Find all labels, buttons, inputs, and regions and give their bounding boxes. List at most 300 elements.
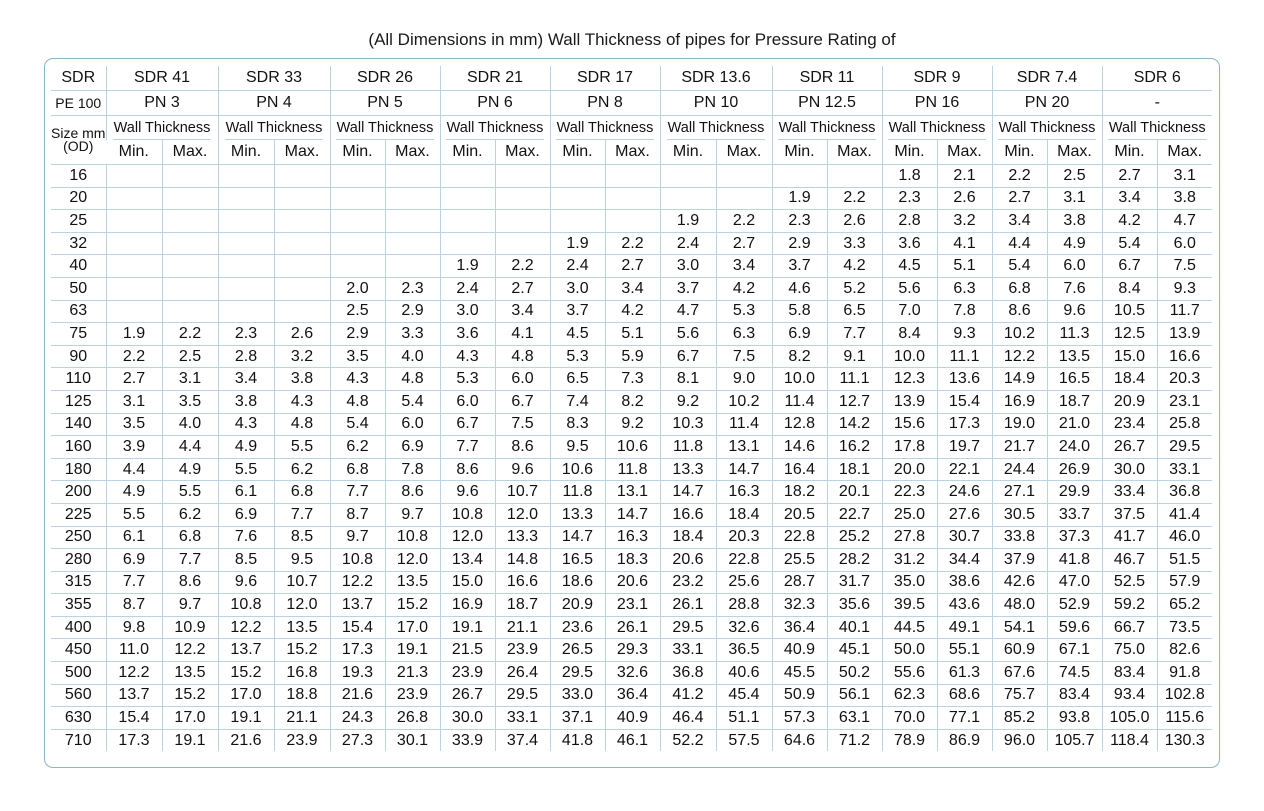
max-value-cell: 18.7 bbox=[495, 594, 550, 617]
min-value-cell: 62.3 bbox=[882, 684, 937, 707]
min-value-cell: 41.2 bbox=[660, 684, 716, 707]
min-value-cell: 6.9 bbox=[218, 503, 274, 526]
size-cell: 630 bbox=[51, 707, 106, 730]
size-cell: 180 bbox=[51, 458, 106, 481]
sdr-label: SDR bbox=[51, 66, 106, 91]
min-value-cell: 13.3 bbox=[660, 458, 716, 481]
min-value-cell: 4.3 bbox=[330, 368, 385, 391]
max-value-cell: 7.5 bbox=[1157, 255, 1212, 278]
min-header: Min. bbox=[660, 140, 716, 165]
min-value-cell: 11.8 bbox=[660, 436, 716, 459]
max-value-cell: 52.9 bbox=[1047, 594, 1102, 617]
min-value-cell: 96.0 bbox=[992, 729, 1047, 751]
wall-thickness-label: Wall Thickness bbox=[998, 117, 1097, 140]
min-value-cell: 6.1 bbox=[106, 526, 162, 549]
min-value-cell: 4.2 bbox=[1102, 210, 1157, 233]
max-value-cell: 86.9 bbox=[937, 729, 992, 751]
table-row bbox=[51, 503, 1212, 526]
min-value-cell: 60.9 bbox=[992, 639, 1047, 662]
max-value-cell: 18.8 bbox=[274, 684, 330, 707]
min-value-cell bbox=[330, 210, 385, 233]
min-value-cell: 3.7 bbox=[550, 300, 605, 323]
max-value-cell: 21.3 bbox=[385, 662, 440, 685]
max-value-cell: 2.5 bbox=[162, 345, 218, 368]
max-value-cell: 8.6 bbox=[385, 481, 440, 504]
min-value-cell: 6.0 bbox=[440, 390, 495, 413]
max-value-cell: 46.0 bbox=[1157, 526, 1212, 549]
size-cell: 20 bbox=[51, 187, 106, 210]
max-value-cell: 51.5 bbox=[1157, 549, 1212, 572]
max-value-cell: 3.1 bbox=[1047, 187, 1102, 210]
max-value-cell: 30.1 bbox=[385, 729, 440, 751]
max-value-cell: 28.8 bbox=[716, 594, 772, 617]
max-value-cell: 21.0 bbox=[1047, 413, 1102, 436]
max-value-cell: 68.6 bbox=[937, 684, 992, 707]
max-value-cell: 57.9 bbox=[1157, 571, 1212, 594]
table-row bbox=[51, 707, 1212, 730]
min-value-cell: 4.4 bbox=[106, 458, 162, 481]
max-value-cell: 21.1 bbox=[274, 707, 330, 730]
min-value-cell: 24.3 bbox=[330, 707, 385, 730]
table-row bbox=[51, 729, 1212, 751]
min-value-cell: 16.9 bbox=[440, 594, 495, 617]
max-value-cell bbox=[385, 232, 440, 255]
max-value-cell: 61.3 bbox=[937, 662, 992, 685]
max-value-cell: 9.7 bbox=[385, 503, 440, 526]
min-value-cell: 12.2 bbox=[106, 662, 162, 685]
min-value-cell: 15.0 bbox=[1102, 345, 1157, 368]
min-value-cell: 20.9 bbox=[550, 594, 605, 617]
min-value-cell: 4.3 bbox=[440, 345, 495, 368]
max-value-cell: 43.6 bbox=[937, 594, 992, 617]
table-row bbox=[51, 323, 1212, 346]
max-value-cell: 33.1 bbox=[1157, 458, 1212, 481]
size-cell: 63 bbox=[51, 300, 106, 323]
min-value-cell: 5.5 bbox=[218, 458, 274, 481]
pn-header: PN 10 bbox=[660, 91, 772, 116]
min-value-cell: 16.5 bbox=[550, 549, 605, 572]
max-value-cell: 14.7 bbox=[605, 503, 660, 526]
table-row bbox=[51, 639, 1212, 662]
min-value-cell bbox=[550, 187, 605, 210]
min-value-cell: 5.6 bbox=[660, 323, 716, 346]
size-cell: 400 bbox=[51, 616, 106, 639]
wall-thickness-label: Wall Thickness bbox=[113, 117, 212, 140]
min-value-cell: 29.5 bbox=[550, 662, 605, 685]
max-value-cell: 16.2 bbox=[827, 436, 882, 459]
max-value-cell: 6.8 bbox=[162, 526, 218, 549]
max-value-cell: 3.1 bbox=[162, 368, 218, 391]
min-value-cell: 3.6 bbox=[440, 323, 495, 346]
max-value-cell: 105.7 bbox=[1047, 729, 1102, 751]
min-value-cell: 27.1 bbox=[992, 481, 1047, 504]
min-value-cell: 33.4 bbox=[1102, 481, 1157, 504]
max-value-cell: 9.5 bbox=[274, 549, 330, 572]
min-value-cell: 54.1 bbox=[992, 616, 1047, 639]
min-value-cell: 30.5 bbox=[992, 503, 1047, 526]
max-value-cell bbox=[495, 165, 550, 188]
max-value-cell: 17.0 bbox=[385, 616, 440, 639]
pn-header: PN 4 bbox=[218, 91, 330, 116]
min-value-cell: 8.7 bbox=[106, 594, 162, 617]
max-value-cell: 83.4 bbox=[1047, 684, 1102, 707]
min-value-cell: 4.6 bbox=[772, 277, 827, 300]
max-value-cell: 3.3 bbox=[385, 323, 440, 346]
max-value-cell: 37.4 bbox=[495, 729, 550, 751]
max-value-cell: 5.5 bbox=[274, 436, 330, 459]
max-value-cell bbox=[162, 187, 218, 210]
max-value-cell: 6.3 bbox=[937, 277, 992, 300]
min-header: Min. bbox=[1102, 140, 1157, 165]
max-value-cell: 18.1 bbox=[827, 458, 882, 481]
min-value-cell: 8.6 bbox=[440, 458, 495, 481]
max-header: Max. bbox=[274, 140, 330, 165]
min-value-cell: 48.0 bbox=[992, 594, 1047, 617]
size-cell: 16 bbox=[51, 165, 106, 188]
min-value-cell: 13.7 bbox=[106, 684, 162, 707]
min-value-cell: 52.5 bbox=[1102, 571, 1157, 594]
min-value-cell bbox=[660, 187, 716, 210]
max-value-cell: 5.2 bbox=[827, 277, 882, 300]
max-value-cell: 29.3 bbox=[605, 639, 660, 662]
max-value-cell bbox=[162, 300, 218, 323]
max-value-cell: 25.8 bbox=[1157, 413, 1212, 436]
max-value-cell bbox=[385, 187, 440, 210]
min-header: Min. bbox=[772, 140, 827, 165]
min-value-cell: 8.3 bbox=[550, 413, 605, 436]
wall-thickness-label: Wall Thickness bbox=[1108, 117, 1207, 140]
min-value-cell: 19.0 bbox=[992, 413, 1047, 436]
max-value-cell: 26.4 bbox=[495, 662, 550, 685]
min-value-cell: 22.3 bbox=[882, 481, 937, 504]
min-value-cell: 64.6 bbox=[772, 729, 827, 751]
min-value-cell: 3.0 bbox=[440, 300, 495, 323]
max-value-cell: 23.9 bbox=[274, 729, 330, 751]
max-value-cell: 74.5 bbox=[1047, 662, 1102, 685]
max-value-cell: 12.0 bbox=[385, 549, 440, 572]
min-value-cell: 9.7 bbox=[330, 526, 385, 549]
max-value-cell bbox=[274, 255, 330, 278]
min-value-cell bbox=[218, 165, 274, 188]
max-value-cell: 27.6 bbox=[937, 503, 992, 526]
table-row bbox=[51, 436, 1212, 459]
min-value-cell bbox=[218, 300, 274, 323]
min-value-cell: 4.4 bbox=[992, 232, 1047, 255]
max-value-cell: 3.4 bbox=[605, 277, 660, 300]
sdr-header: SDR 41 bbox=[106, 66, 218, 91]
max-value-cell: 10.9 bbox=[162, 616, 218, 639]
max-value-cell: 22.1 bbox=[937, 458, 992, 481]
min-value-cell: 26.7 bbox=[440, 684, 495, 707]
min-value-cell: 83.4 bbox=[1102, 662, 1157, 685]
size-cell: 450 bbox=[51, 639, 106, 662]
max-value-cell: 13.1 bbox=[716, 436, 772, 459]
max-value-cell: 23.9 bbox=[385, 684, 440, 707]
min-value-cell: 7.0 bbox=[882, 300, 937, 323]
min-value-cell: 2.4 bbox=[660, 232, 716, 255]
min-value-cell bbox=[218, 232, 274, 255]
min-value-cell: 66.7 bbox=[1102, 616, 1157, 639]
min-value-cell: 12.3 bbox=[882, 368, 937, 391]
min-value-cell: 32.3 bbox=[772, 594, 827, 617]
max-value-cell: 4.0 bbox=[162, 413, 218, 436]
max-value-cell: 4.3 bbox=[274, 390, 330, 413]
min-value-cell: 16.4 bbox=[772, 458, 827, 481]
size-cell: 40 bbox=[51, 255, 106, 278]
min-value-cell bbox=[106, 165, 162, 188]
table-row bbox=[51, 210, 1212, 233]
min-value-cell bbox=[330, 165, 385, 188]
wall-thickness-header bbox=[660, 116, 772, 141]
max-value-cell: 13.5 bbox=[385, 571, 440, 594]
min-value-cell: 28.7 bbox=[772, 571, 827, 594]
table-row bbox=[51, 413, 1212, 436]
max-value-cell: 45.1 bbox=[827, 639, 882, 662]
max-value-cell: 8.6 bbox=[495, 436, 550, 459]
table-row bbox=[51, 481, 1212, 504]
max-value-cell bbox=[274, 277, 330, 300]
size-cell: 500 bbox=[51, 662, 106, 685]
min-value-cell: 3.9 bbox=[106, 436, 162, 459]
min-value-cell: 41.7 bbox=[1102, 526, 1157, 549]
min-value-cell bbox=[330, 255, 385, 278]
min-value-cell: 2.4 bbox=[440, 277, 495, 300]
min-value-cell: 12.2 bbox=[330, 571, 385, 594]
min-value-cell: 20.5 bbox=[772, 503, 827, 526]
min-value-cell: 50.9 bbox=[772, 684, 827, 707]
wall-thickness-table bbox=[51, 66, 1212, 751]
max-value-cell: 50.2 bbox=[827, 662, 882, 685]
min-value-cell: 52.2 bbox=[660, 729, 716, 751]
max-value-cell: 3.2 bbox=[274, 345, 330, 368]
max-value-cell: 5.4 bbox=[385, 390, 440, 413]
max-value-cell: 7.7 bbox=[162, 549, 218, 572]
max-value-cell: 4.4 bbox=[162, 436, 218, 459]
max-value-cell: 35.6 bbox=[827, 594, 882, 617]
max-value-cell: 12.0 bbox=[274, 594, 330, 617]
min-value-cell: 4.7 bbox=[660, 300, 716, 323]
min-value-cell: 14.6 bbox=[772, 436, 827, 459]
min-value-cell: 8.4 bbox=[1102, 277, 1157, 300]
max-value-cell: 30.7 bbox=[937, 526, 992, 549]
pe-label: PE 100 bbox=[51, 91, 106, 116]
max-value-cell: 29.9 bbox=[1047, 481, 1102, 504]
min-value-cell: 12.8 bbox=[772, 413, 827, 436]
max-value-cell: 115.6 bbox=[1157, 707, 1212, 730]
table-row bbox=[51, 571, 1212, 594]
table-row bbox=[51, 165, 1212, 188]
size-cell: 355 bbox=[51, 594, 106, 617]
min-value-cell: 2.4 bbox=[550, 255, 605, 278]
min-value-cell: 8.5 bbox=[218, 549, 274, 572]
max-value-cell: 9.7 bbox=[162, 594, 218, 617]
max-value-cell: 47.0 bbox=[1047, 571, 1102, 594]
min-value-cell: 23.4 bbox=[1102, 413, 1157, 436]
table-row bbox=[51, 549, 1212, 572]
min-value-cell: 6.7 bbox=[1102, 255, 1157, 278]
max-header: Max. bbox=[937, 140, 992, 165]
min-value-cell: 40.9 bbox=[772, 639, 827, 662]
pn-header-row bbox=[51, 91, 1212, 116]
min-value-cell: 9.5 bbox=[550, 436, 605, 459]
min-value-cell: 3.5 bbox=[106, 413, 162, 436]
size-cell: 225 bbox=[51, 503, 106, 526]
min-value-cell: 8.6 bbox=[992, 300, 1047, 323]
min-value-cell: 36.8 bbox=[660, 662, 716, 685]
max-value-cell: 5.5 bbox=[162, 481, 218, 504]
max-value-cell: 2.2 bbox=[716, 210, 772, 233]
max-value-cell: 15.2 bbox=[385, 594, 440, 617]
min-value-cell: 21.5 bbox=[440, 639, 495, 662]
max-value-cell bbox=[274, 300, 330, 323]
min-value-cell: 57.3 bbox=[772, 707, 827, 730]
max-value-cell: 65.2 bbox=[1157, 594, 1212, 617]
wall-thickness-header-row bbox=[51, 116, 1212, 141]
pn-header: PN 3 bbox=[106, 91, 218, 116]
min-value-cell: 2.7 bbox=[1102, 165, 1157, 188]
min-value-cell: 18.4 bbox=[660, 526, 716, 549]
max-value-cell: 7.8 bbox=[937, 300, 992, 323]
min-value-cell bbox=[330, 232, 385, 255]
max-header: Max. bbox=[1157, 140, 1212, 165]
max-value-cell: 4.8 bbox=[385, 368, 440, 391]
max-header: Max. bbox=[495, 140, 550, 165]
min-value-cell: 85.2 bbox=[992, 707, 1047, 730]
max-value-cell: 8.2 bbox=[605, 390, 660, 413]
wall-thickness-header bbox=[106, 116, 218, 141]
max-value-cell bbox=[274, 232, 330, 255]
min-value-cell: 4.9 bbox=[218, 436, 274, 459]
max-value-cell: 25.2 bbox=[827, 526, 882, 549]
min-value-cell: 2.7 bbox=[106, 368, 162, 391]
min-value-cell: 3.8 bbox=[218, 390, 274, 413]
max-value-cell: 3.8 bbox=[274, 368, 330, 391]
min-value-cell: 21.6 bbox=[218, 729, 274, 751]
max-value-cell: 23.1 bbox=[605, 594, 660, 617]
min-value-cell: 4.3 bbox=[218, 413, 274, 436]
max-value-cell: 5.1 bbox=[605, 323, 660, 346]
max-value-cell: 7.7 bbox=[827, 323, 882, 346]
min-value-cell: 6.9 bbox=[772, 323, 827, 346]
min-value-cell: 8.2 bbox=[772, 345, 827, 368]
max-value-cell: 22.7 bbox=[827, 503, 882, 526]
min-value-cell: 23.9 bbox=[440, 662, 495, 685]
min-value-cell bbox=[550, 210, 605, 233]
min-value-cell: 7.7 bbox=[440, 436, 495, 459]
max-value-cell: 3.8 bbox=[1157, 187, 1212, 210]
max-value-cell bbox=[162, 277, 218, 300]
min-value-cell: 33.9 bbox=[440, 729, 495, 751]
min-value-cell: 30.0 bbox=[1102, 458, 1157, 481]
sdr-header: SDR 13.6 bbox=[660, 66, 772, 91]
max-value-cell: 14.2 bbox=[827, 413, 882, 436]
min-value-cell: 3.4 bbox=[1102, 187, 1157, 210]
max-value-cell: 15.2 bbox=[162, 684, 218, 707]
size-cell: 125 bbox=[51, 390, 106, 413]
max-value-cell: 6.8 bbox=[274, 481, 330, 504]
sdr-header: SDR 9 bbox=[882, 66, 992, 91]
min-value-cell: 39.5 bbox=[882, 594, 937, 617]
sdr-header: SDR 26 bbox=[330, 66, 440, 91]
max-value-cell: 16.5 bbox=[1047, 368, 1102, 391]
min-value-cell: 8.7 bbox=[330, 503, 385, 526]
max-value-cell: 38.6 bbox=[937, 571, 992, 594]
wall-thickness-label: Wall Thickness bbox=[778, 117, 877, 140]
min-value-cell: 10.8 bbox=[218, 594, 274, 617]
max-value-cell: 6.5 bbox=[827, 300, 882, 323]
max-value-cell: 20.6 bbox=[605, 571, 660, 594]
table-row bbox=[51, 368, 1212, 391]
wall-thickness-label: Wall Thickness bbox=[446, 117, 545, 140]
min-value-cell: 10.8 bbox=[330, 549, 385, 572]
size-cell: 160 bbox=[51, 436, 106, 459]
min-value-cell: 4.9 bbox=[106, 481, 162, 504]
min-value-cell: 1.8 bbox=[882, 165, 937, 188]
max-value-cell: 4.1 bbox=[937, 232, 992, 255]
max-value-cell: 7.7 bbox=[274, 503, 330, 526]
max-value-cell: 19.1 bbox=[385, 639, 440, 662]
min-value-cell: 15.4 bbox=[330, 616, 385, 639]
max-value-cell: 7.8 bbox=[385, 458, 440, 481]
max-value-cell: 91.8 bbox=[1157, 662, 1212, 685]
max-value-cell: 36.4 bbox=[605, 684, 660, 707]
min-value-cell: 12.5 bbox=[1102, 323, 1157, 346]
min-value-cell: 16.6 bbox=[660, 503, 716, 526]
min-value-cell: 2.2 bbox=[106, 345, 162, 368]
max-value-cell: 18.3 bbox=[605, 549, 660, 572]
size-cell: 315 bbox=[51, 571, 106, 594]
max-value-cell: 18.7 bbox=[1047, 390, 1102, 413]
max-value-cell: 45.4 bbox=[716, 684, 772, 707]
min-value-cell: 2.0 bbox=[330, 277, 385, 300]
max-value-cell: 93.8 bbox=[1047, 707, 1102, 730]
min-value-cell: 25.0 bbox=[882, 503, 937, 526]
max-value-cell: 13.5 bbox=[1047, 345, 1102, 368]
max-value-cell: 6.3 bbox=[716, 323, 772, 346]
min-value-cell: 24.4 bbox=[992, 458, 1047, 481]
size-cell: 140 bbox=[51, 413, 106, 436]
max-value-cell: 73.5 bbox=[1157, 616, 1212, 639]
max-value-cell: 11.8 bbox=[605, 458, 660, 481]
min-value-cell bbox=[106, 300, 162, 323]
table-row bbox=[51, 232, 1212, 255]
min-value-cell: 46.4 bbox=[660, 707, 716, 730]
table-title: (All Dimensions in mm) Wall Thickness of pipes for Pressure Rating of bbox=[368, 30, 896, 49]
min-value-cell: 67.6 bbox=[992, 662, 1047, 685]
max-value-cell: 20.3 bbox=[1157, 368, 1212, 391]
table-row bbox=[51, 390, 1212, 413]
min-value-cell: 18.4 bbox=[1102, 368, 1157, 391]
min-value-cell: 10.5 bbox=[1102, 300, 1157, 323]
min-value-cell: 6.8 bbox=[330, 458, 385, 481]
max-value-cell: 3.8 bbox=[1047, 210, 1102, 233]
min-value-cell: 10.6 bbox=[550, 458, 605, 481]
min-value-cell: 3.6 bbox=[882, 232, 937, 255]
max-value-cell bbox=[495, 232, 550, 255]
min-value-cell: 2.3 bbox=[772, 210, 827, 233]
max-value-cell bbox=[274, 165, 330, 188]
min-value-cell: 6.8 bbox=[992, 277, 1047, 300]
table-row bbox=[51, 300, 1212, 323]
max-value-cell: 7.5 bbox=[716, 345, 772, 368]
min-value-cell: 11.8 bbox=[550, 481, 605, 504]
max-value-cell: 6.0 bbox=[495, 368, 550, 391]
wall-thickness-label: Wall Thickness bbox=[556, 117, 655, 140]
min-value-cell: 1.9 bbox=[772, 187, 827, 210]
max-value-cell: 32.6 bbox=[716, 616, 772, 639]
max-value-cell: 4.9 bbox=[162, 458, 218, 481]
min-value-cell bbox=[106, 187, 162, 210]
